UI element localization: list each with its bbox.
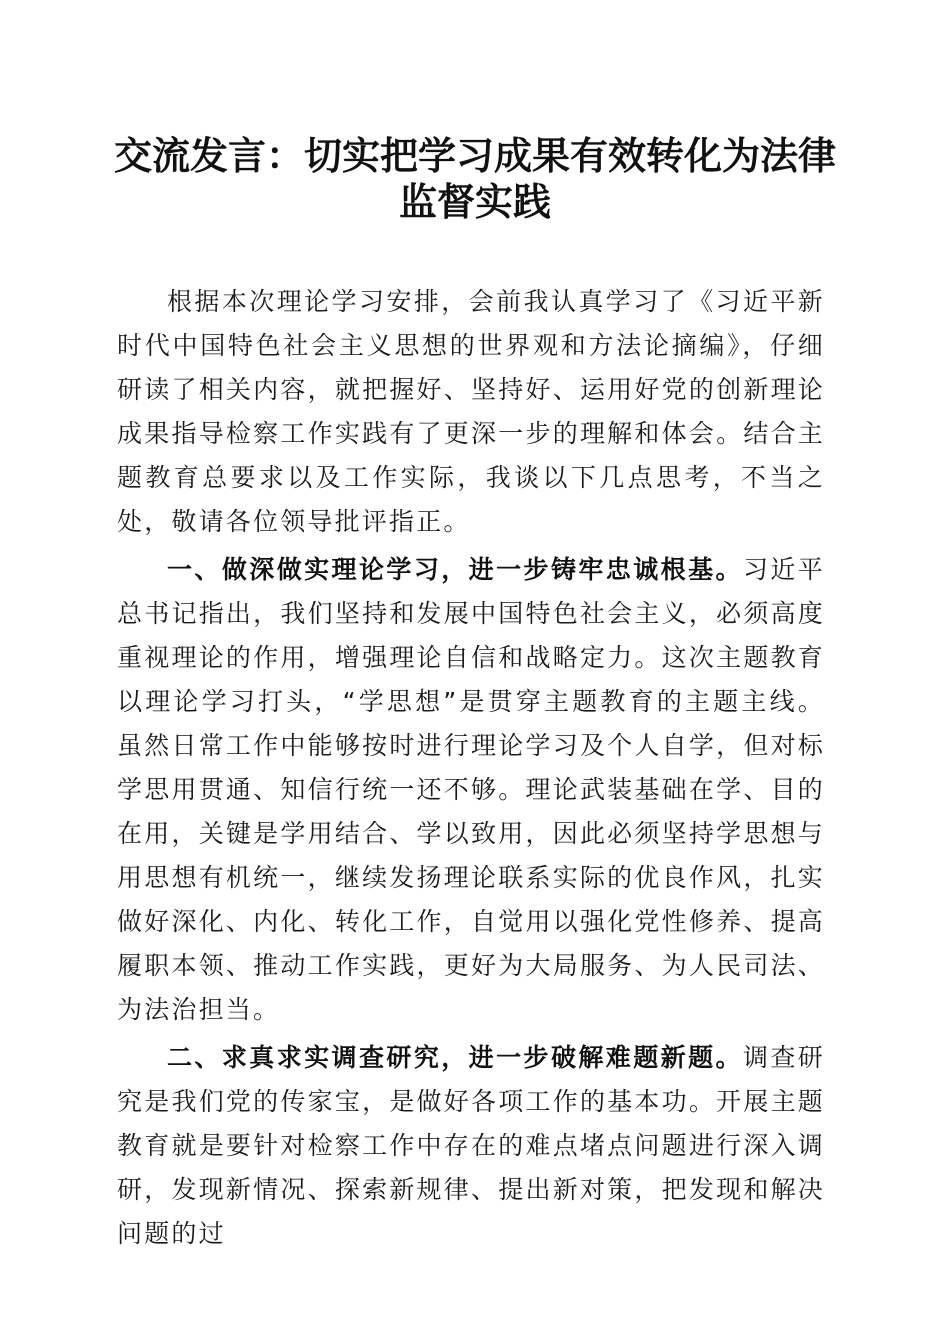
- section-heading-2: 二、求真求实调查研究，进一步破解难题新题。: [167, 1043, 743, 1072]
- section-paragraph-1: [117, 548, 825, 1032]
- section-text-1: 习近平总书记指出，我们坚持和发展中国特色社会主义，必须高度重视理论的作用，增强理论自信和战略定力。这次主题教育以理论学习打头，“学思想”是贯穿主题教育的主题主线。虽然日常工作中能够按时进行理论学习及个人自学，但对标学思用贯通、知信行统一还不够。理论武装基础在学、目的在用，关键是学用结合、学以致用，因此必须坚持学思想与用思想有机统一，继续发扬理论联系实际的优良作风，扎实做好深化、内化、转化工作，自觉用以强化党性修养、提高履职本领、推动工作实践，更好为大局服务、为人民司法、为法治担当。: [117, 555, 826, 1024]
- intro-paragraph: 根据本次理论学习安排，会前我认真学习了《习近平新时代中国特色社会主义思想的世界观和方法论摘编》，仔细研读了相关内容，就把握好、坚持好、运用好党的创新理论成果指导检察工作实践有了更深一步的理解和体会。结合主题教育总要求以及工作实际，我谈以下几点思考，不当之处，敬请各位领导批评指正。: [117, 287, 825, 536]
- section-paragraph-2: [117, 1036, 825, 1256]
- section-heading-1: 一、做深做实理论学习，进一步铸牢忠诚根基。: [167, 555, 743, 584]
- section-text-2: 调查研究是我们党的传家宝，是做好各项工作的基本功。开展主题教育就是要针对检察工作中存在的难点堵点问题进行深入调研，发现新情况、探索新规律、提出新对策，把发现和解决问题的过: [117, 1043, 826, 1248]
- document-body: [117, 280, 825, 1260]
- document-title: 交流发言：切实把学习成果有效转化为法律监督实践: [113, 133, 836, 224]
